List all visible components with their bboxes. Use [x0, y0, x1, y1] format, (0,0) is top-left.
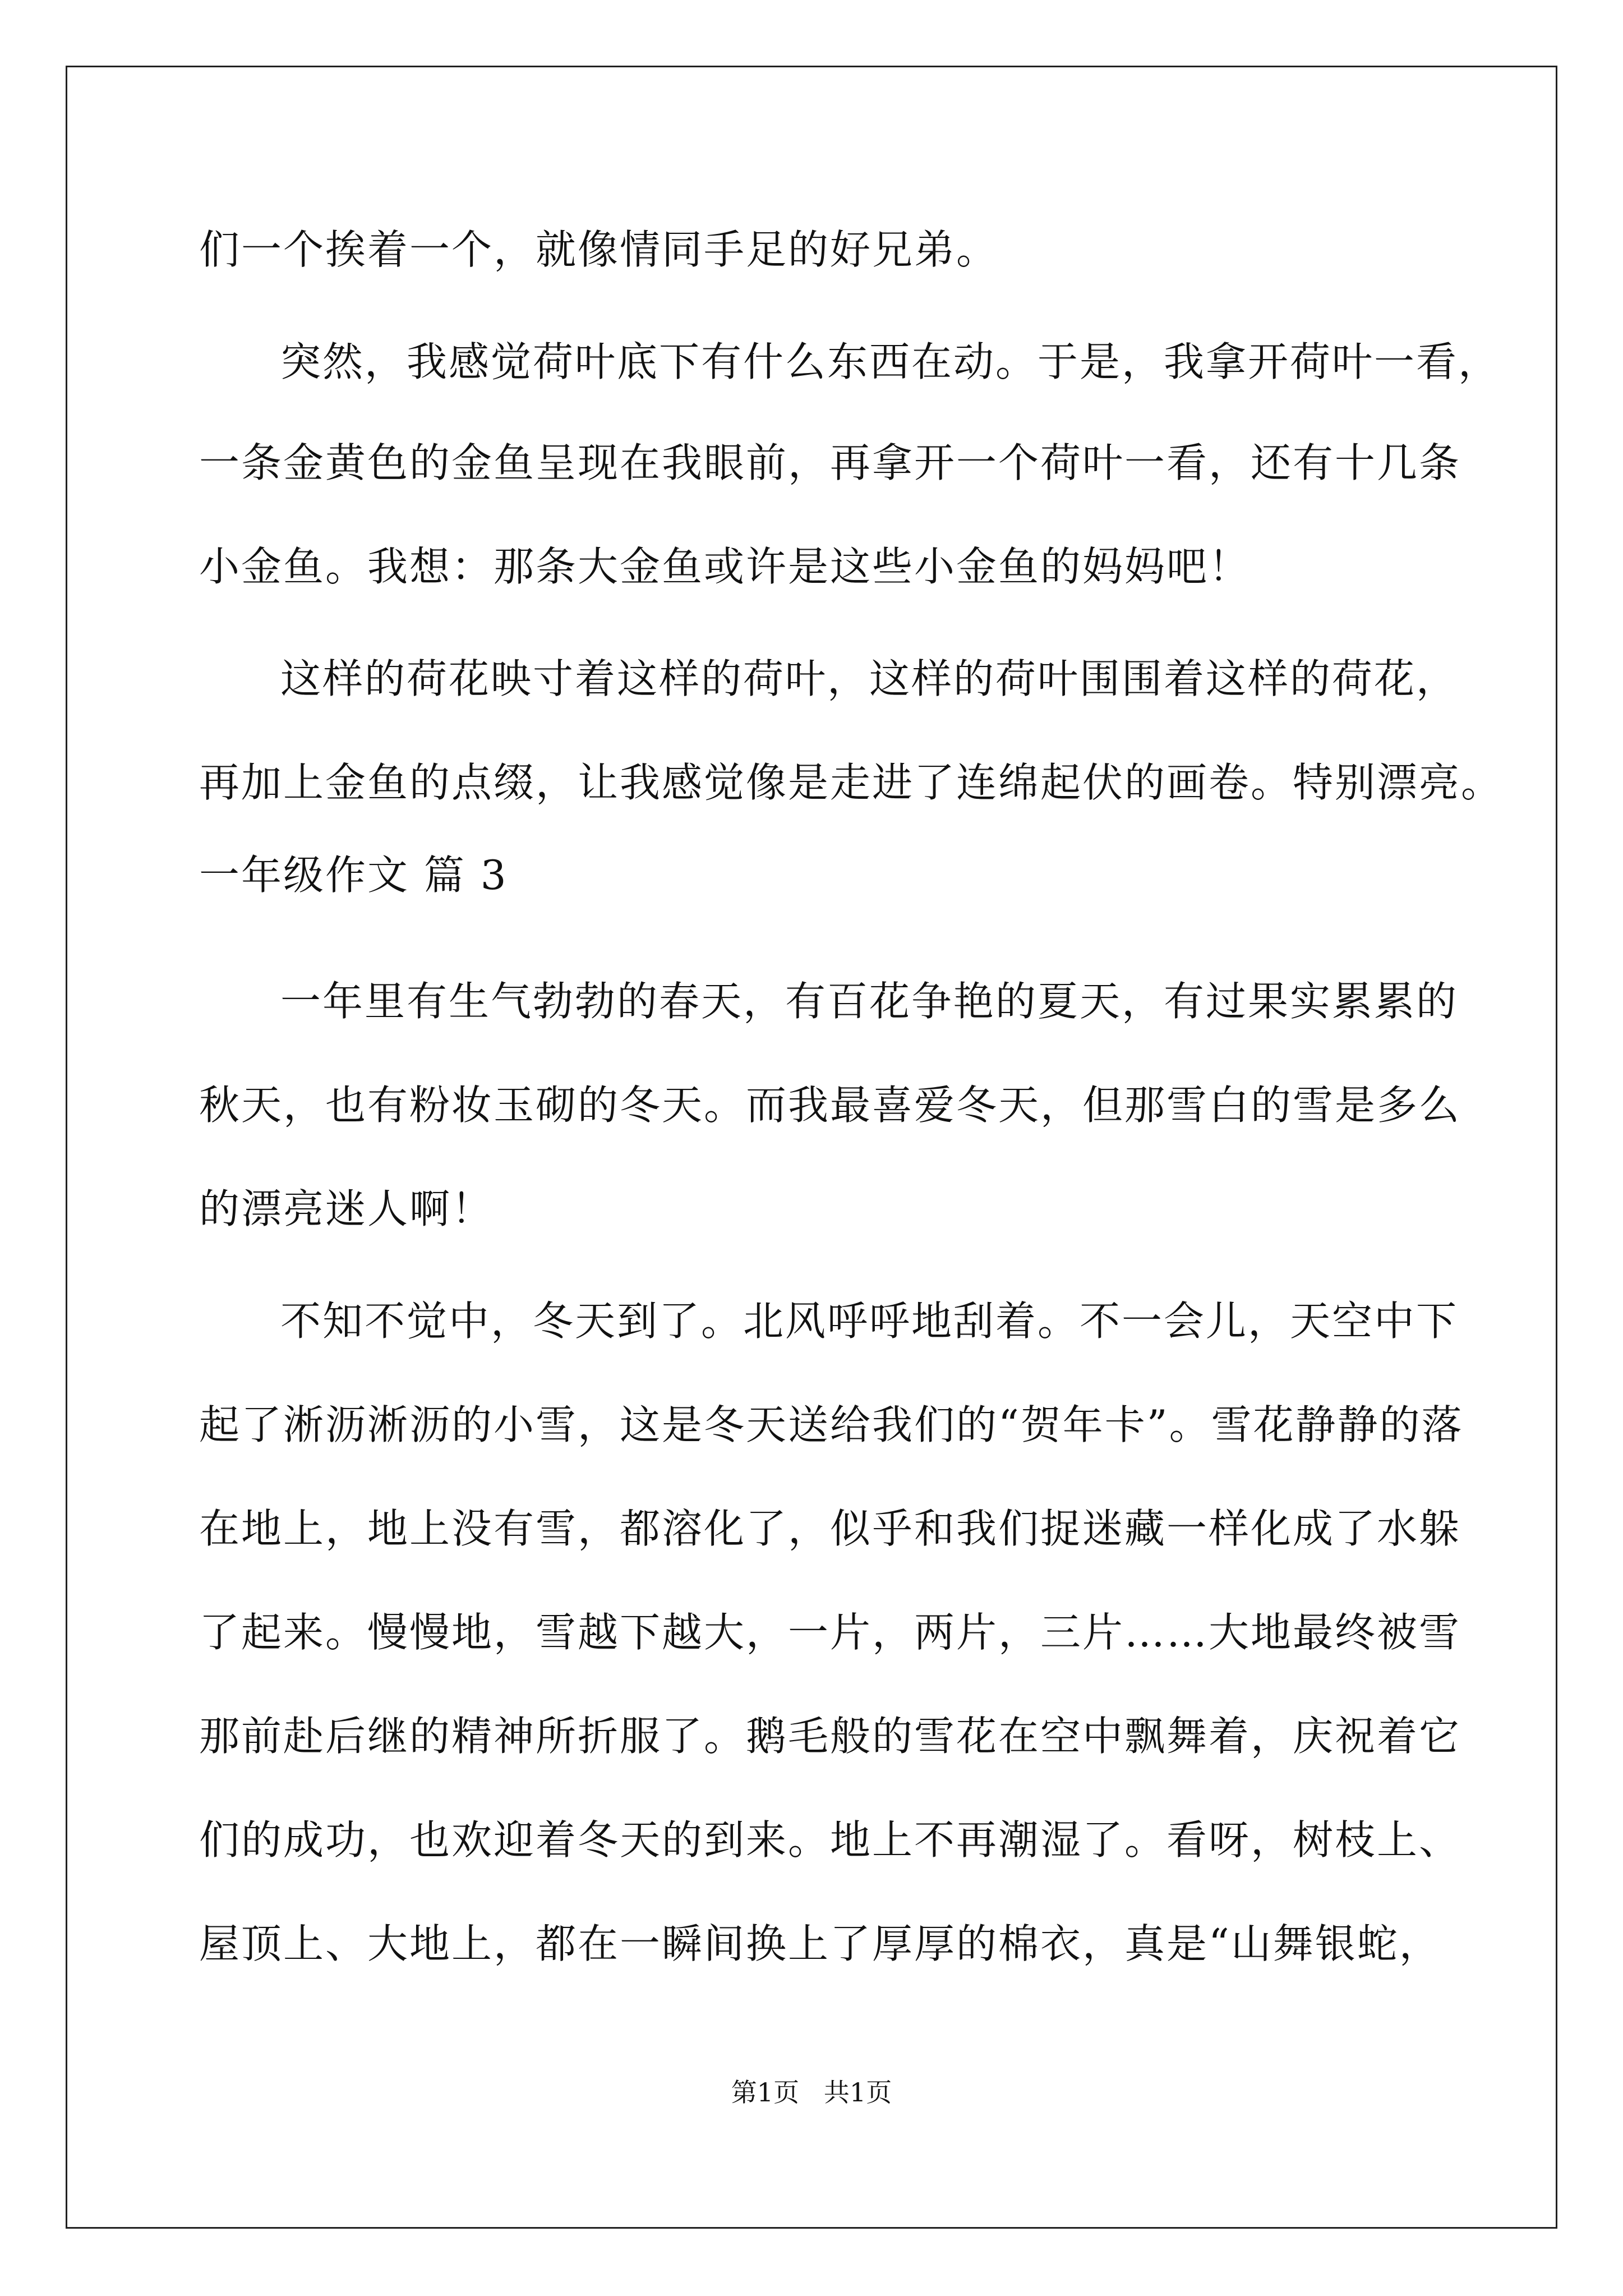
- paragraph-start-line: 不知不觉中，冬天到了。北风呼呼地刮着。不一会儿，天空中下: [280, 1297, 1459, 1345]
- text-line: 了起来。慢慢地，雪越下越大，一片，两片，三片……大地最终被雪: [199, 1609, 1461, 1656]
- page-border: [66, 66, 1557, 2229]
- text-line: 再加上金鱼的点缀，让我感觉像是走进了连绵起伏的画卷。特别漂亮。: [199, 759, 1504, 806]
- text-line: 一条金黄色的金鱼呈现在我眼前，再拿开一个荷叶一看，还有十几条: [199, 439, 1461, 486]
- paragraph-start-line: 突然，我感觉荷叶底下有什么东西在动。于是，我拿开荷叶一看，: [280, 338, 1501, 385]
- page-footer: 第1页 共1页: [731, 2077, 892, 2108]
- text-line: 小金鱼。我想：那条大金鱼或许是这些小金鱼的妈妈吧！: [199, 543, 1251, 590]
- text-line: 秋天，也有粉妆玉砌的冬天。而我最喜爱冬天，但那雪白的雪是多么: [199, 1082, 1461, 1129]
- text-line: 在地上，地上没有雪，都溶化了，似乎和我们捉迷藏一样化成了水躲: [199, 1505, 1461, 1552]
- text-line: 们一个挨着一个，就像情同手足的好兄弟。: [199, 226, 999, 273]
- text-line: 那前赴后继的精神所折服了。鹅毛般的雪花在空中飘舞着，庆祝着它: [199, 1713, 1461, 1760]
- section-heading: 一年级作文 篇 3: [199, 852, 508, 899]
- text-line: 们的成功，也欢迎着冬天的到来。地上不再潮湿了。看呀，树枝上、: [199, 1816, 1461, 1864]
- text-line: 起了淅沥淅沥的小雪，这是冬天送给我们的“贺年卡”。雪花静静的落: [199, 1401, 1464, 1448]
- paragraph-start-line: 这样的荷花映寸着这样的荷叶，这样的荷叶围围着这样的荷花，: [280, 655, 1459, 702]
- text-line: 屋顶上、大地上，都在一瞬间换上了厚厚的棉衣，真是“山舞银蛇，: [199, 1920, 1441, 1967]
- text-line: 的漂亮迷人啊！: [199, 1185, 494, 1232]
- paragraph-start-line: 一年里有生气勃勃的春天，有百花争艳的夏天，有过果实累累的: [280, 978, 1459, 1025]
